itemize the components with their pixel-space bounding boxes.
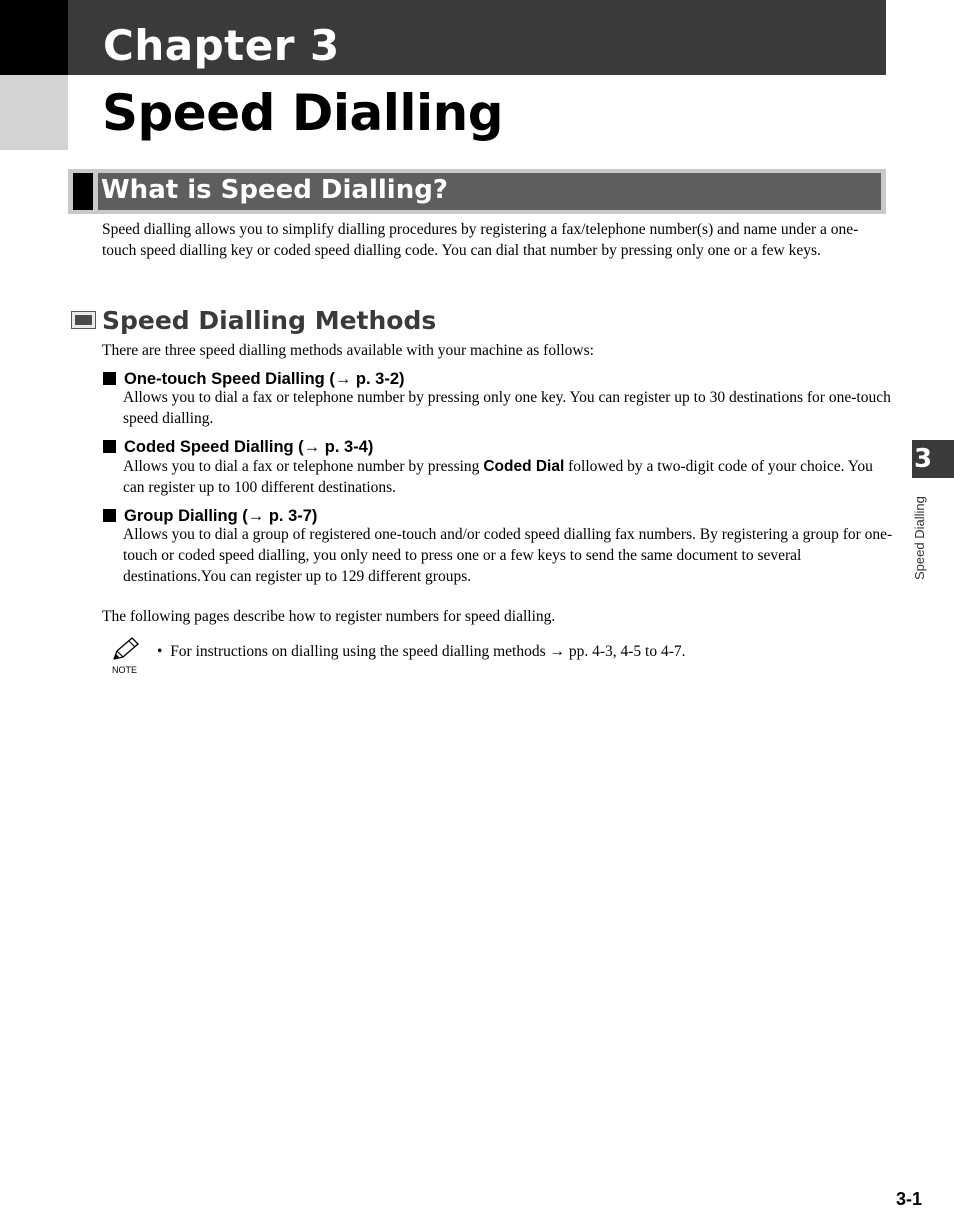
method-heading-coded [103, 436, 373, 458]
note-text [157, 641, 857, 662]
section-title: What is Speed Dialling? [101, 175, 448, 205]
section-marker [73, 173, 93, 210]
thumb-tab-number: 3 [914, 444, 933, 474]
subsection-marker-icon [71, 311, 96, 329]
following-pages-text: The following pages describe how to register numbers for speed dialling. [102, 608, 556, 625]
description-text: Allows you to dial a fax or telephone number by pressing [123, 458, 484, 475]
note-label: NOTE [112, 665, 138, 675]
method-description-one-touch: Allows you to dial a fax or telephone number by pressing only one key. You can register up to 30 destinations for one-touch speed dialling. [123, 389, 891, 427]
method-heading-text: Coded Speed Dialling (→ p. 3-4) [124, 438, 374, 456]
thumb-tab-label: Speed Dialling [912, 496, 927, 580]
method-description-coded [123, 456, 893, 498]
note-bullet: • [157, 643, 163, 660]
page-number: 3-1 [896, 1189, 923, 1209]
chapter-corner-block [0, 0, 68, 75]
subsection-intro: There are three speed dialling methods available with your machine as follows: [102, 342, 594, 359]
coded-dial-key-label: Coded Dial [483, 458, 565, 475]
page-title: Speed Dialling [102, 84, 504, 142]
section-intro: Speed dialling allows you to simplify dialling procedures by registering a fax/telephone number(s) and name under a one-touch speed dialling key or coded speed dialling code. You can dial that number by pressing only one or a few keys. [102, 221, 859, 259]
note-body: For instructions on dialling using the speed dialling methods → pp. 4-3, 4-5 to 4-7. [170, 643, 686, 660]
square-bullet-icon [103, 509, 116, 522]
description-text: followed by a two-digit code of your choice. You can register up to 100 different destinations. [123, 458, 873, 496]
chapter-label: Chapter 3 [103, 21, 340, 70]
chapter-corner-block-light [0, 75, 68, 150]
method-heading-text: Group Dialling (→ p. 3-7) [124, 507, 318, 525]
square-bullet-icon [103, 372, 116, 385]
square-bullet-icon [103, 440, 116, 453]
subsection-title: Speed Dialling Methods [102, 306, 437, 335]
method-heading-text: One-touch Speed Dialling (→ p. 3-2) [124, 370, 405, 388]
pencil-note-icon [110, 635, 142, 663]
method-description-group: Allows you to dial a group of registered one-touch and/or coded speed dialling fax numbers. By registering a group for one-touch or coded speed dialling, you only need to press one or a few keys to send the same document to several destinations.You can register up to 129 different groups. [123, 526, 893, 585]
